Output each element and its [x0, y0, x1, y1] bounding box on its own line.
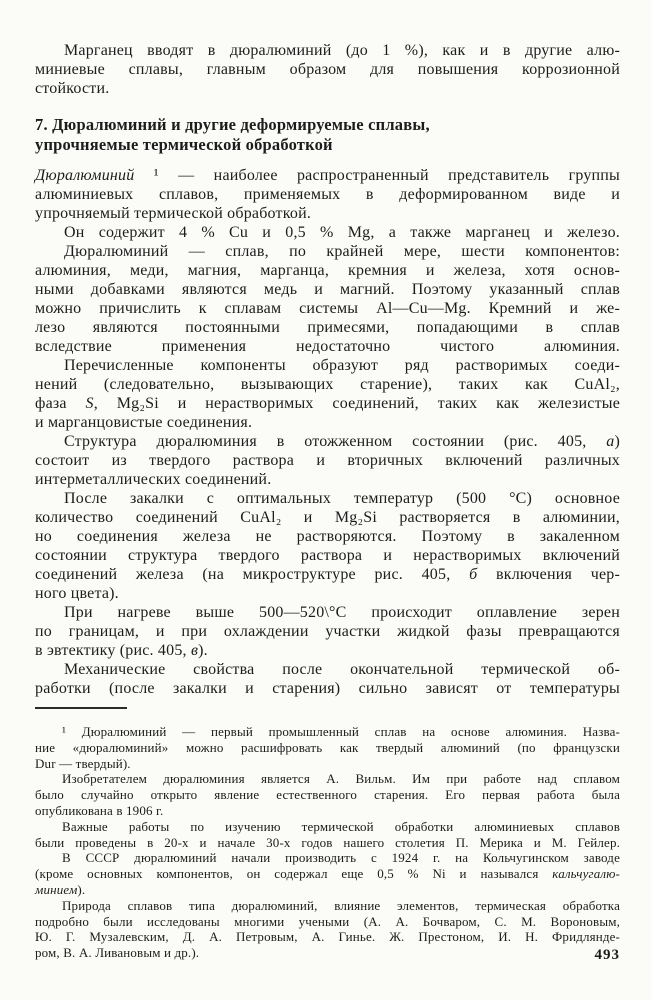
text-line: алюминия, меди, магния, марганца, кремния и железа, хотя основ- — [35, 262, 620, 279]
text-line: упрочняемые термической обработкой — [35, 135, 333, 154]
text-line: было случайно открыто явление естественного старения. Его первая работа была — [35, 787, 620, 803]
text-line: работки (после закалки и старения) сильно зависят от температуры — [35, 680, 620, 697]
text-line: можно причислить к сплавам системы Al—Cu—Mg. Кремний и же- — [35, 300, 620, 317]
body-paragraph — [35, 432, 620, 489]
text-line: ного цвета). — [35, 585, 119, 602]
text-line: нений (следовательно, вызывающих старение), таких как CuAl₂, — [35, 376, 620, 393]
body-paragraph — [35, 660, 620, 698]
text-line: Дюралюминий — сплав, по крайней мере, шести компонентов: — [64, 243, 620, 260]
text-line: и марганцовистые соединения. — [35, 414, 253, 431]
text-line: 7. Дюралюминий и другие деформируемые сплавы, — [35, 115, 430, 134]
text-line: При нагреве выше 500—520\°С происходит оплавление зерен — [64, 604, 620, 621]
footnote-paragraph — [35, 819, 620, 851]
footnote-separator — [35, 707, 127, 709]
text-line: по границам, и при охлаждении участки жидкой фазы превращаются — [35, 623, 620, 640]
text-line: минием). — [35, 881, 86, 897]
text-line: Дюралюминий ¹ — наиболее распространенный представитель группы — [35, 167, 620, 184]
section-heading — [35, 115, 620, 155]
body-paragraph — [35, 242, 620, 356]
text-line: вследствие применения недостаточно чистого алюминия. — [35, 338, 620, 355]
body-paragraph — [35, 223, 620, 242]
footnote-paragraph — [35, 850, 620, 897]
body-paragraph — [35, 356, 620, 432]
text-line: фаза S, Mg₂Si и нерастворимых соединений, таких как железистые — [35, 395, 621, 412]
text-line: Перечисленные компоненты образуют ряд растворимых соеди- — [64, 357, 620, 374]
text-line: Механические свойства после окончательной термической об- — [64, 661, 620, 678]
body-paragraph — [35, 166, 620, 223]
body-paragraph — [35, 41, 620, 98]
footnote-paragraph — [35, 771, 620, 818]
footnote-paragraph — [35, 898, 620, 961]
text-line: Dur — твердый). — [35, 755, 131, 771]
text-line: Марганец вводят в дюралюминий (до 1 %), как и в другие алю- — [64, 42, 620, 59]
text-line: подробно были исследованы многими учеными (А. А. Бочваром, С. М. Вороновым, — [35, 913, 620, 929]
text-line: миниевые сплавы, главным образом для повышения коррозионной — [35, 61, 620, 78]
text-line: ние «дюралюминий» можно расшифровать как твердый алюминий (по французски — [35, 739, 620, 755]
page-number: 493 — [594, 947, 620, 963]
text-line: интерметаллических соединений. — [35, 471, 272, 488]
text-line: состоянии структура твердого раствора и нерастворимых включений — [35, 547, 620, 564]
text-line: Природа сплавов типа дюралюминий, влияние элементов, термическая обработка — [62, 897, 620, 913]
body-paragraph — [35, 489, 620, 603]
footnote-paragraph — [35, 724, 620, 771]
text-line: ром, В. А. Ливановым и др.). — [35, 945, 200, 961]
text-line: (кроме основных компонентов, он содержал еще 0,5 % Ni и назывался кальчугалю- — [35, 866, 620, 882]
text-line: ¹ Дюралюминий — первый промышленный сплав на основе алюминия. Назва- — [62, 724, 620, 739]
text-line: Важные работы по изучению термической обработки алюминиевых сплавов — [62, 818, 620, 834]
body-paragraph — [35, 603, 620, 660]
text-line: алюминиевых сплавов, применяемых в деформированном виде и — [35, 186, 620, 203]
text-line: Изобретателем дюралюминия является А. Вильм. Им при работе над сплавом — [62, 771, 620, 787]
text-line: но соединения железа не растворяются. Поэтому в закаленном — [35, 528, 620, 545]
text-line: количество соединений CuAl₂ и Mg₂Si растворяется в алюминии, — [35, 509, 620, 526]
text-line: После закалки с оптимальных температур (500 °С) основное — [64, 490, 620, 507]
text-line: были проведены в 20-х и начале 30-х годов нашего столетия П. Мерика и М. Гейлер. — [35, 834, 620, 850]
text-line: упрочняемый термической обработкой. — [35, 205, 312, 222]
text-line: стойкости. — [35, 80, 110, 97]
text-line: опубликована в 1906 г. — [35, 802, 164, 818]
text-line: Он содержит 4 % Cu и 0,5 % Mg, а также марганец и железо. — [64, 224, 620, 241]
text-line: соединений железа (на микроструктуре рис. 405, б включения чер- — [35, 566, 620, 583]
text-line: В СССР дюралюминий начали производить с 1924 г. на Кольчугинском заводе — [62, 850, 620, 866]
text-line: Структура дюралюминия в отожженном состоянии (рис. 405, а) — [64, 433, 620, 450]
page-body — [35, 41, 620, 961]
text-line: Ю. Г. Музалевским, Д. А. Петровым, А. Гинье. Ж. Престоном, И. Н. Фридлянде- — [35, 929, 620, 945]
text-line: ными добавками являются медь и магний. Поэтому указанный сплав — [35, 281, 620, 298]
text-line: состоит из твердого раствора и вторичных включений различных — [35, 452, 620, 469]
text-line: в эвтектику (рис. 405, в). — [35, 642, 208, 659]
text-line: лезо являются постоянными примесями, попадающими в сплав — [35, 319, 620, 336]
